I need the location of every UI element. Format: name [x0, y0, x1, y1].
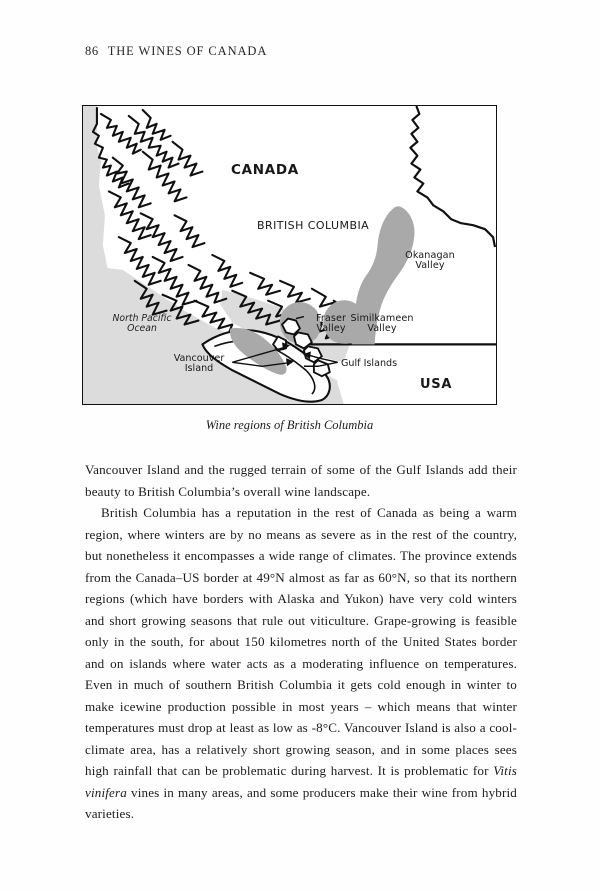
- map-frame: [82, 105, 497, 405]
- map-label-vancouver-line1: Vancouver: [173, 353, 225, 364]
- map-label-fraser-line1: Fraser: [315, 313, 347, 324]
- paragraph-2-part1: British Columbia has a reputation in the rest of Canada as being a warm region, where winters are by no means as severe as in the rest of the country, but nonetheless it encompasses a wide range of climates. The province extends from the Canada–US border at 49°N almost as far as 60°N, so that its northern regions (which have borders with Alaska and Yukon) have very cold winters and short growing seasons that rule out viticulture. Grape-growing is feasible only in the south, for about 150 kilometres north of the United States border and on islands where water acts as a moderating influence on temperatures. Even in much of southern British Columbia it gets cold enough in winter to make icewine production possible in most years – which means that winter temperatures must drop at least as low as -8°C. Vancouver Island is also a cool-climate area, has a relatively short growing season, and in some places sees high rainfall that can be problematic during harvest. It is problematic for: [85, 505, 517, 778]
- paragraph-2: [85, 502, 517, 825]
- map-label-similkameen-line1: Similkameen: [350, 313, 414, 324]
- page-folio: 86: [85, 44, 99, 58]
- paragraph-2-part2: vines in many areas, and some producers make their wine from hybrid varieties.: [85, 784, 517, 821]
- map-label-okanagan-valley: [393, 251, 467, 271]
- map-label-okanagan-line2: Valley: [415, 259, 445, 271]
- latin-species-name: Vitis vinifera: [85, 763, 517, 800]
- map-label-vancouver-island: [163, 354, 235, 374]
- map-label-vancouver-line2: Island: [184, 362, 214, 374]
- map-label-ocean-line2: Ocean: [127, 322, 157, 334]
- map-label-north-pacific-ocean: [100, 314, 184, 333]
- map-label-fraser-valley: [307, 314, 355, 334]
- running-head: [85, 44, 267, 59]
- body-text: [85, 459, 517, 825]
- map-label-british-columbia: BRITISH COLUMBIA: [257, 219, 370, 232]
- map-label-okanagan-line1: Okanagan: [405, 250, 455, 261]
- map-label-similkameen-line2: Valley: [367, 322, 397, 334]
- figure-caption: Wine regions of British Columbia: [205, 418, 374, 432]
- paragraph-1: Vancouver Island and the rugged terrain of some of the Gulf Islands add their beauty to British Columbia’s overall wine landscape.: [85, 462, 517, 499]
- eastern-border: [410, 106, 495, 247]
- figure-map-wine-regions: [82, 105, 497, 405]
- map-label-canada: CANADA: [231, 162, 299, 178]
- map-label-usa: USA: [420, 377, 453, 392]
- map-label-fraser-line2: Valley: [316, 322, 346, 334]
- map-label-ocean-line1: North Pacific: [112, 313, 172, 324]
- map-label-gulf-islands: Gulf Islands: [341, 358, 398, 369]
- running-head-title: THE WINES OF CANADA: [107, 44, 268, 58]
